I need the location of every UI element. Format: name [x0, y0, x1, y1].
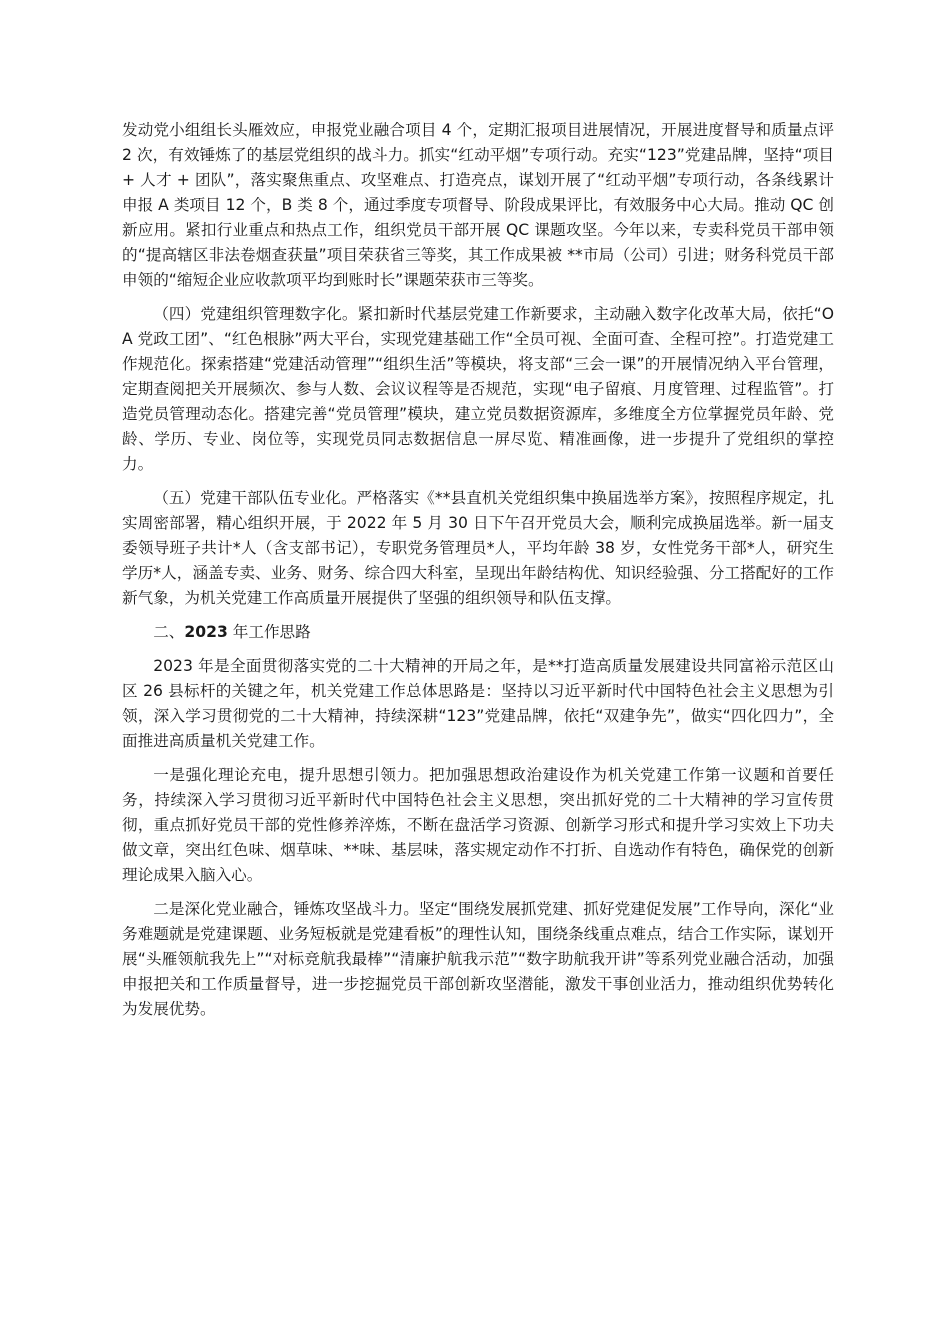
section-heading-2023 — [122, 620, 834, 645]
paragraph-point-1: 一是强化理论充电，提升思想引领力。把加强思想政治建设作为机关党建工作第一议题和首要任务，持续深入学习贯彻习近平新时代中国特色社会主义思想，突出抓好党的二十大精神的学习宣传贯彻，重点抓好党员干部的党性修养淬炼，不断在盘活学习资源、创新学习形式和提升学习实效上下功夫做文章，突出红色味、烟草味、**味、基层味，落实规定动作不打折、自选动作有特色，确保党的创新理论成果入脑入心。 — [122, 766, 834, 884]
paragraph-2023-overview: 2023 年是全面贯彻落实党的二十大精神的开局之年，是**打造高质量发展建设共同富裕示范区山区 26 县标杆的关键之年，机关党建工作总体思路是：坚持以习近平新时代中国特色社会主义思想为引领，深入学习贯彻党的二十大精神，持续深耕“123”党建品牌，依托“双建争先”，做实“四化四力”，全面推进高质量机关党建工作。 — [122, 657, 834, 750]
heading-prefix: 二、 — [153, 623, 185, 641]
paragraph-section-4: （四）党建组织管理数字化。紧扣新时代基层党建工作新要求，主动融入数字化改革大局，依托“OA 党政工团”、“红色根脉”两大平台，实现党建基础工作“全员可视、全面可查、全程可控”。打造党建工作规范化。探索搭建“党建活动管理”“组织生活”等模块，将支部“三会一课”的开展情况纳入平台管理，定期查阅把关开展频次、参与人数、会议议程等是否规范，实现“电子留痕、月度管理、过程监管”。打造党员管理动态化。搭建完善“党员管理”模块，建立党员数据资源库，多维度全方位掌握党员年龄、党龄、学历、专业、岗位等，实现党员同志数据信息一屏尽览、精准画像，进一步提升了党组织的掌控力。 — [122, 305, 834, 473]
paragraph-point-2: 二是深化党业融合，锤炼攻坚战斗力。坚定“围绕发展抓党建、抓好党建促发展”工作导向，深化“业务难题就是党建课题、业务短板就是党建看板”的理性认知，围绕条线重点难点，结合工作实际，谋划开展“头雁领航我先上”“对标竞航我最棒”“清廉护航我示范”“数字助航我开讲”等系列党业融合活动，加强申报把关和工作质量督导，进一步挖掘党员干部创新攻坚潜能，激发干事创业活力，推动组织优势转化为发展优势。 — [122, 900, 834, 1018]
paragraph-section-5: （五）党建干部队伍专业化。严格落实《**县直机关党组织集中换届选举方案》，按照程序规定，扎实周密部署，精心组织开展，于 2022 年 5 月 30 日下午召开党员大会，顺利完成换届选举。新一届支委领导班子共计*人（含支部书记），专职党务管理员*人，平均年龄 38 岁，女性党务干部*人，研究生学历*人，涵盖专卖、业务、财务、综合四大科室，呈现出年龄结构优、知识经验强、分工搭配好的工作新气象，为机关党建工作高质量开展提供了坚强的组织领导和队伍支撑。 — [122, 489, 834, 607]
heading-year: 2023 — [184, 623, 228, 641]
document-page — [122, 118, 834, 1031]
paragraph-continued: 发动党小组组长头雁效应，申报党业融合项目 4 个，定期汇报项目进展情况，开展进度督导和质量点评 2 次，有效锤炼了的基层党组织的战斗力。抓实“红动平烟”专项行动。充实“123”党建品牌，坚持“项目 + 人才 + 团队”，落实聚焦重点、攻坚难点、打造亮点，谋划开展了“红动平烟”专项行动，各条线累计申报 A 类项目 12 个，B 类 8 个，通过季度专项督导、阶段成果评比，有效服务中心大局。推动 QC 创新应用。紧扣行业重点和热点工作，组织党员干部开展 QC 课题攻坚。今年以来，专卖科党员干部申领的“提高辖区非法卷烟查获量”项目荣获省三等奖，其工作成果被 **市局（公司）引进；财务科党员干部申领的“缩短企业应收款项平均到账时长”课题荣获市三等奖。 — [122, 121, 834, 289]
heading-suffix: 年工作思路 — [227, 623, 311, 641]
